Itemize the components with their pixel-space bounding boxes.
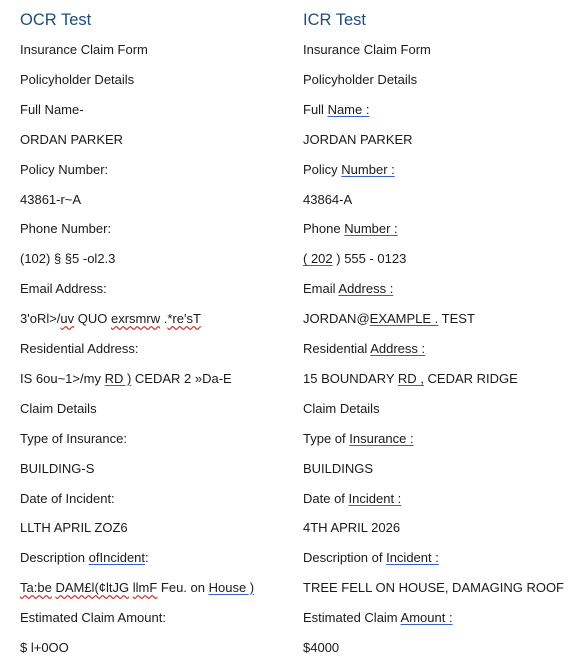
form-line — [20, 72, 134, 88]
form-line — [303, 311, 475, 327]
line-text: Policyholder Details — [303, 71, 418, 87]
line-text: Email Address: — [20, 281, 107, 297]
form-line — [303, 580, 564, 596]
grammar-flag: Insurance : — [349, 430, 414, 446]
line-text: Insurance Claim Form — [20, 42, 148, 57]
line-text: : — [145, 550, 149, 566]
form-line — [303, 491, 401, 507]
line-text: Insurance Claim Form — [303, 42, 431, 57]
spelling-flag: llmF — [132, 580, 158, 596]
line-text: JORDAN@ — [303, 311, 370, 327]
form-line — [20, 42, 148, 58]
line-text: Claim Details — [20, 400, 97, 416]
form-line — [20, 341, 139, 357]
line-text: Residential — [303, 341, 371, 356]
line-text: ORDAN PARKER — [20, 131, 124, 147]
form-line — [20, 520, 128, 536]
line-text: LLTH APRIL ZOZ6 — [20, 520, 128, 536]
form-line — [303, 102, 369, 118]
line-text: Policy — [303, 161, 342, 177]
line-text: TEST — [438, 311, 475, 327]
form-line — [20, 371, 232, 387]
line-text: . — [160, 311, 168, 327]
line-text: Phone Number: — [20, 221, 112, 237]
line-text: Policy Number: — [20, 161, 109, 177]
grammar-flag: ofIncident — [88, 550, 146, 566]
line-text: Residential Address: — [20, 341, 139, 356]
line-text: Date of Incident: — [20, 490, 115, 506]
line-text: Full — [303, 101, 328, 117]
form-line — [303, 371, 518, 387]
form-line — [20, 580, 254, 596]
grammar-flag: RD ) — [104, 370, 132, 386]
form-line — [20, 192, 81, 208]
grammar-flag: Number : — [341, 161, 395, 177]
line-text: 43861-r~A — [20, 191, 82, 207]
line-text: BUILDING-S — [20, 460, 95, 476]
line-text: Estimated Claim Amount: — [20, 610, 166, 626]
form-line — [303, 192, 352, 208]
grammar-flag: RD , — [397, 370, 424, 386]
line-text: Claim Details — [303, 400, 380, 416]
line-text: Feu. on — [157, 580, 209, 596]
line-text: $4000 — [303, 640, 340, 655]
line-text: ) 555 - 0123 — [332, 251, 407, 267]
line-text: 15 BOUNDARY — [303, 370, 398, 386]
grammar-flag: Amount : — [400, 610, 453, 626]
spelling-flag: *re'sT — [167, 311, 201, 327]
grammar-flag: Address : — [338, 281, 394, 297]
spelling-flag: Ta:be — [20, 580, 52, 596]
line-text: JORDAN PARKER — [303, 131, 413, 147]
line-text: TREE FELL ON HOUSE, DAMAGING ROOF — [303, 580, 564, 596]
line-text: Date of — [303, 490, 349, 506]
grammar-flag: House ) — [208, 580, 255, 596]
line-text: Type of — [303, 430, 350, 446]
line-text: Estimated Claim — [303, 610, 401, 626]
line-text: Description — [20, 550, 89, 566]
form-line — [303, 431, 414, 447]
grammar-flag: Incident : — [386, 550, 439, 566]
form-line — [303, 520, 400, 536]
spelling-flag: DAM£l(¢ltJG — [55, 580, 130, 596]
form-line — [303, 461, 373, 477]
grammar-flag: EXAMPLE . — [369, 311, 439, 327]
line-text: BUILDINGS — [303, 460, 374, 476]
form-line — [303, 281, 393, 297]
form-line — [20, 491, 115, 507]
ocr-heading: OCR Test — [20, 11, 92, 29]
grammar-flag: Number : — [344, 221, 398, 237]
line-text: CEDAR RIDGE — [423, 370, 518, 386]
form-line — [303, 401, 380, 417]
form-line — [303, 251, 406, 267]
form-line — [303, 221, 398, 237]
line-text: Policyholder Details — [20, 71, 135, 87]
form-line — [20, 311, 201, 327]
grammar-flag: Name : — [327, 101, 370, 117]
line-text: (102) § §5 -ol2.3 — [20, 251, 116, 267]
grammar-flag: Incident : — [348, 490, 402, 506]
form-line — [20, 640, 69, 656]
form-line — [20, 431, 127, 447]
form-line — [20, 162, 108, 178]
form-line — [20, 251, 115, 267]
line-text: Full Name- — [20, 101, 84, 117]
form-line — [303, 162, 395, 178]
form-line — [20, 132, 123, 148]
icr-heading: ICR Test — [303, 11, 366, 29]
spelling-flag: uv — [60, 311, 75, 327]
form-line — [303, 550, 439, 566]
line-text: IS 6ou~1>/my — [20, 370, 105, 386]
form-line — [303, 341, 425, 357]
form-line — [20, 401, 97, 417]
line-text: 4TH APRIL 2026 — [303, 520, 401, 536]
line-text: Description of — [303, 550, 387, 566]
line-text: 3'oRl>/ — [20, 311, 61, 327]
form-line — [20, 102, 84, 118]
form-line — [303, 132, 413, 148]
spelling-flag: exrsmrw — [111, 311, 161, 327]
form-line — [20, 461, 94, 477]
form-line — [303, 72, 417, 88]
form-line — [20, 550, 149, 566]
line-text: QUO — [74, 311, 111, 327]
form-line — [20, 221, 111, 237]
line-text: $ l+0OO — [20, 640, 69, 655]
form-line — [303, 640, 339, 656]
form-line — [20, 610, 166, 626]
form-line — [303, 42, 431, 58]
line-text: 43864-A — [303, 191, 353, 207]
line-text: CEDAR 2 »Da-E — [131, 370, 232, 386]
grammar-flag: Address : — [370, 341, 426, 356]
line-text: Type of Insurance: — [20, 430, 127, 446]
form-line — [20, 281, 107, 297]
line-text: Email — [303, 281, 339, 297]
form-line — [303, 610, 453, 626]
grammar-flag: ( 202 — [303, 251, 333, 267]
line-text: Phone — [303, 221, 345, 237]
